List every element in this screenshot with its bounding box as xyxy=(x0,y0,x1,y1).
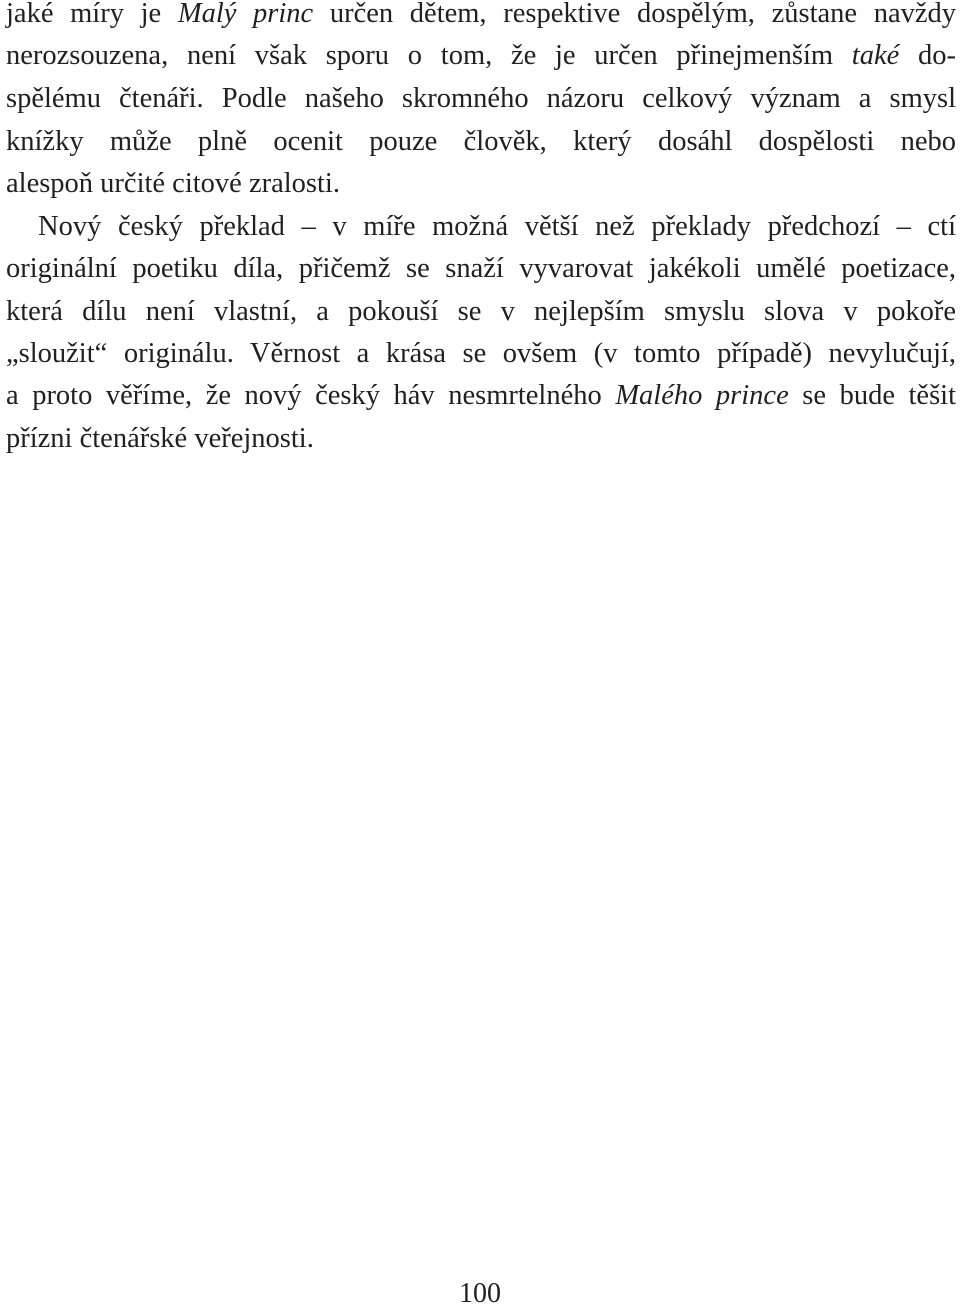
text-line: která dílu není vlastní, a pokouší se v nejlepším smyslu slova v pokoře xyxy=(6,296,956,327)
text-line: originální poetiku díla, přičemž se snaží vyvarovat jakékoli umělé poetizace, xyxy=(6,253,956,284)
text-line: knížky může plně ocenit pouze člověk, který dosáhl dospělosti nebo xyxy=(6,126,956,157)
text-line: „sloužit“ originálu. Věrnost a krása se ovšem (v tomto případě) nevylučují, xyxy=(6,338,956,369)
text-line: přízni čtenářské veřejnosti. xyxy=(6,423,314,454)
text-run: nerozsouzena, není však sporu o tom, že je určen přinejmenším xyxy=(6,40,852,71)
text-run: se bude těšit xyxy=(788,380,957,411)
text-line xyxy=(6,38,956,74)
text-line xyxy=(6,0,956,32)
text-run: určen dětem, respektive dospělým, zůstane navždy xyxy=(313,0,956,29)
text-line: alespoň určité citové zralosti. xyxy=(6,168,340,199)
emphasis-italic: také xyxy=(851,40,900,71)
text-line: spělému čtenáři. Podle našeho skromného názoru celkový význam a smysl xyxy=(6,83,956,114)
text-run: do- xyxy=(899,40,956,71)
text-run: jaké míry je xyxy=(6,0,178,29)
text-line: Nový český překlad – v míře možná větší než překlady předchozí – ctí xyxy=(38,211,956,242)
book-title-italic: Malého prince xyxy=(615,380,789,411)
text-line xyxy=(6,378,956,414)
text-run: a proto věříme, že nový český háv nesmrtelného xyxy=(6,380,616,411)
book-title-italic: Malý princ xyxy=(177,0,314,29)
page-number: 100 xyxy=(459,1278,501,1309)
